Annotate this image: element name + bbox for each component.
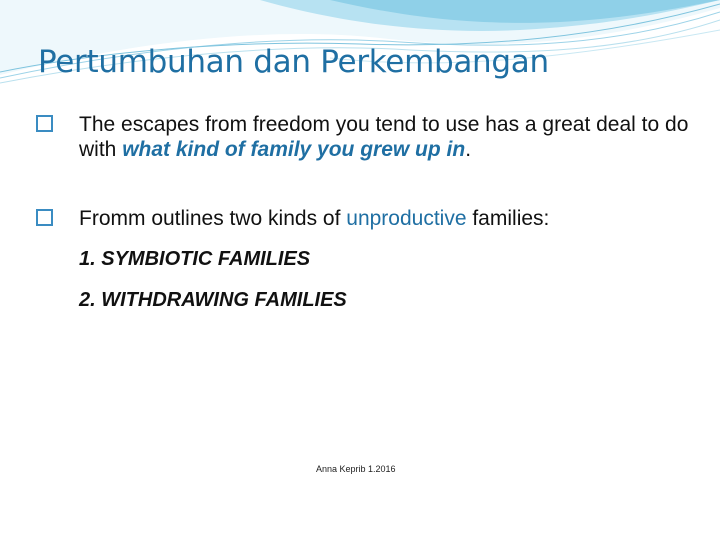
slide-title: Pertumbuhan dan Perkembangan xyxy=(38,44,549,80)
list-item-withdrawing: 2. WITHDRAWING FAMILIES xyxy=(79,289,347,311)
bullet-escapes xyxy=(36,112,696,162)
bullet-text-end: . xyxy=(465,138,472,161)
bullet-text-plain: Fromm outlines two kinds of xyxy=(79,207,347,230)
square-bullet-icon xyxy=(36,115,53,132)
bullet-text xyxy=(79,112,696,162)
bullet-fromm xyxy=(36,206,696,231)
list-item-symbiotic: 1. SYMBIOTIC FAMILIES xyxy=(79,248,311,270)
bullet-text-highlight: unproductive xyxy=(346,207,467,230)
bullet-text xyxy=(79,206,696,231)
bullet-text-plain: The escapes from freedom you tend to use has a great deal to do with xyxy=(79,113,689,161)
square-bullet-icon xyxy=(36,209,53,226)
bullet-text-emphasis: what kind of family you grew up in xyxy=(122,138,466,161)
footer-credit: Anna Keprib 1.2016 xyxy=(316,464,396,474)
bullet-text-end: families: xyxy=(466,207,550,230)
